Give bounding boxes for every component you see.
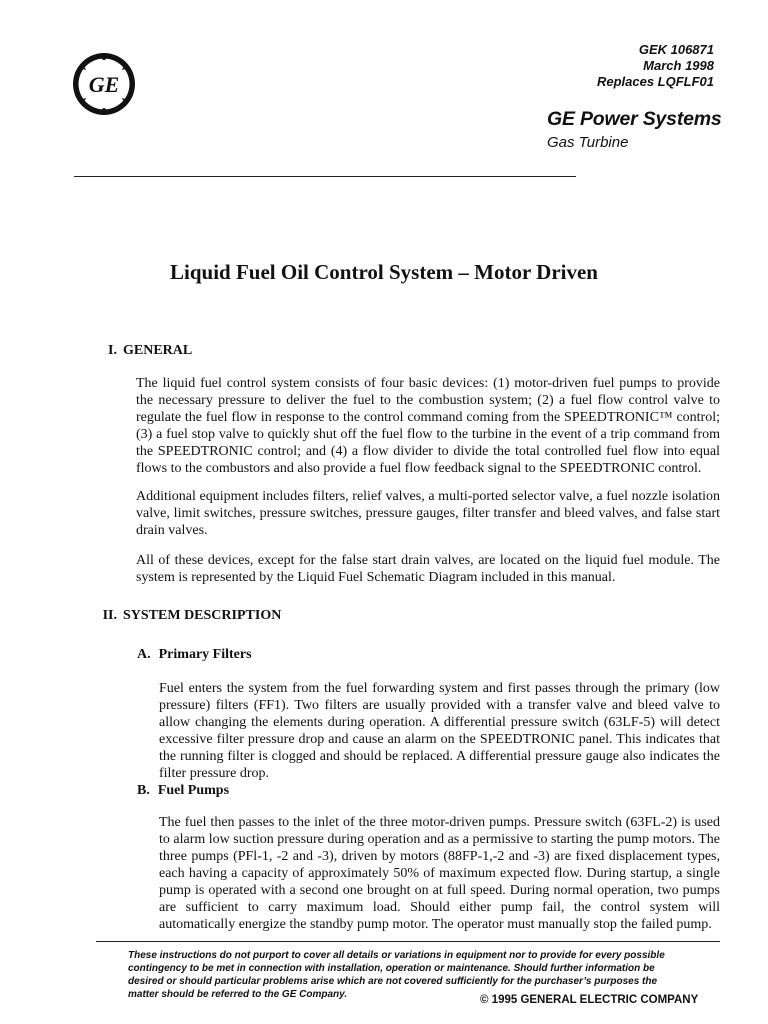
copyright-notice: © 1995 GENERAL ELECTRIC COMPANY <box>480 994 699 1006</box>
subsection-heading-fuel-pumps <box>137 783 229 799</box>
footer-disclaimer: These instructions do not purport to cover all details or variations in equipment nor to provide for every possible contingency to be met in connection with installation, operation or maintenance. Should further information be desired or should particular problems arise which are not covered sufficiently for the purchaser’s purposes the matter should be referred to the GE Company. <box>128 950 665 1000</box>
paragraph-general-devices: The liquid fuel control system consists of four basic devices: (1) motor-driven fuel pumps to provide the necessary pressure to deliver the fuel to the combustion system; (2) a fuel flow control valve to regulate the fuel flow in response to the control command coming from the SPEEDTRONIC™ control; (3) a fuel stop valve to quickly shut off the fuel flow to the turbine in the event of a trip command from the SPEEDTRONIC control; and (4) a flow divider to divide the total controlled fuel flow into equal flows to the combustors and also provide a fuel flow feedback signal to the SPEEDTRONIC control. <box>136 376 720 476</box>
replaces-note: Replaces LQFLF01 <box>596 74 714 89</box>
subsection-title: Fuel Pumps <box>157 783 230 798</box>
subsection-letter: A. <box>137 647 151 662</box>
section-title: GENERAL <box>123 343 193 358</box>
brand-name: GE Power Systems <box>547 108 722 130</box>
subsection-title: Primary Filters <box>158 647 252 662</box>
document-meta <box>514 42 714 90</box>
paragraph-device-location: All of these devices, except for the false start drain valves, are located on the liquid fuel module. The system is represented by the Liquid Fuel Schematic Diagram included in this manual. <box>136 553 720 585</box>
svg-text:GE: GE <box>88 72 120 97</box>
section-number: II. <box>102 608 117 623</box>
document-title: Liquid Fuel Oil Control System – Motor Driven <box>170 260 598 284</box>
subsection-heading-primary-filters <box>137 647 252 663</box>
ge-logo <box>72 52 136 116</box>
section-number: I. <box>108 343 117 358</box>
paragraph-fuel-pumps: The fuel then passes to the inlet of the three motor-driven pumps. Pressure switch (63FL-2) is used to alarm low suction pressure during operation and as a permissive to starting the pump motors. The three pumps (PFl-1, -2 and -3), driven by motors (88FP-1,-2 and -3) are fixed displacement types, each having a capacity of approximately 50% of maximum expected flow. During startup, a single pump is operated with a second one brought on at full speed. During normal operation, two pumps are sufficient to carry maximum load. Should either pump fail, the control system will automatically energize the standby pump motor. The operator must manually stop the failed pump. <box>159 815 720 932</box>
header-divider <box>74 176 576 177</box>
paragraph-additional-equipment: Additional equipment includes filters, relief valves, a multi-ported selector valve, a fuel nozzle isolation valve, limit switches, pressure switches, pressure gauges, filter transfer and bleed valves, and false start drain valves. <box>136 489 720 538</box>
section-heading-system-description <box>90 608 281 624</box>
footer-divider <box>96 941 720 942</box>
section-title: SYSTEM DESCRIPTION <box>123 608 282 623</box>
subsection-letter: B. <box>137 783 150 798</box>
division-name: Gas Turbine <box>547 134 629 151</box>
document-date: March 1998 <box>643 58 714 73</box>
document-number: GEK 106871 <box>638 42 714 57</box>
paragraph-primary-filters: Fuel enters the system from the fuel forwarding system and first passes through the primary (low pressure) filters (FF1). Two filters are usually provided with a transfer valve and bleed valve to allow changing the elements during operation. A differential pressure switch (63LF-5) will detect excessive filter pressure drop and cause an alarm on the SPEEDTRONIC panel. This indicates that the running filter is clogged and should be replaced. A differential pressure gauge also indicates the filter pressure drop. <box>159 681 720 781</box>
section-heading-general <box>90 343 192 359</box>
